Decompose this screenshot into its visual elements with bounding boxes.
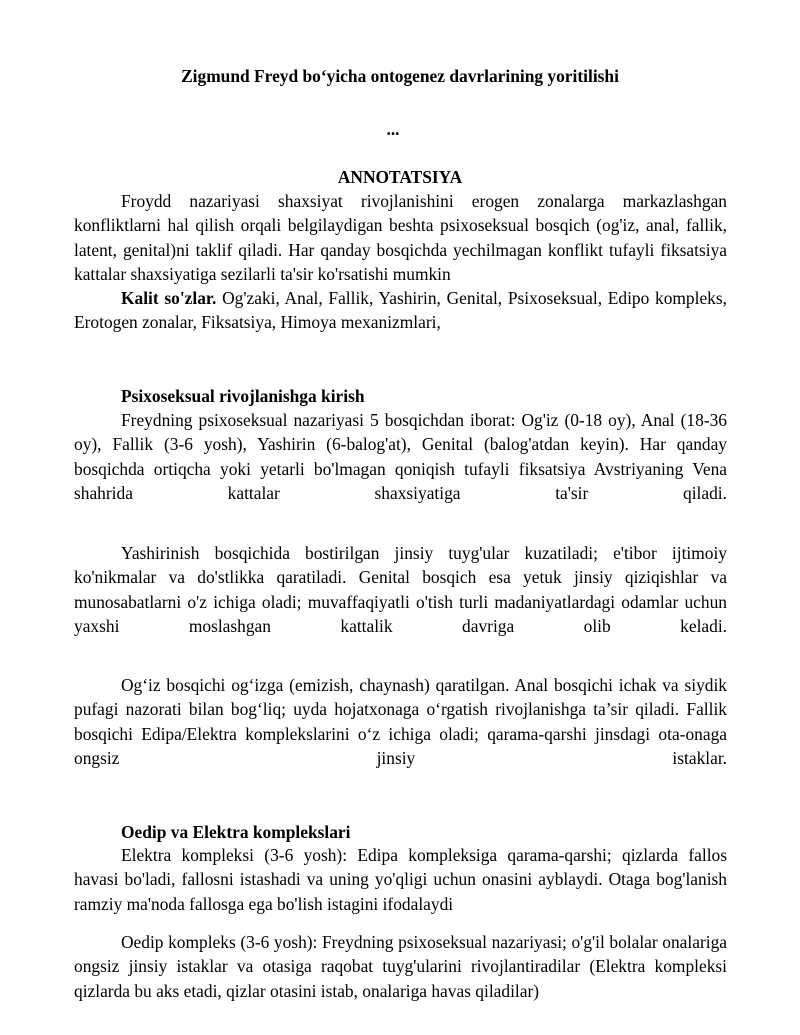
keywords-paragraph [74,286,727,335]
intro-paragraph-3: Og‘iz bosqichi og‘izga (emizish, chaynash) qaratilgan. Anal bosqichi ichak va siydik pufagi nazorati bilan bog‘liq; uyda hojatxonaga o‘rgatish rivojlanishga ta’sir qiladi. Fallik bosqichi Edipa/Elektra komplekslarini o‘z ichiga oladi; qarama-qarshi jinsdagi ota-onaga ongsiz jinsiy istaklar. [74,675,727,769]
annotation-paragraph: Froydd nazariyasi shaxsiyat rivojlanishini erogen zonalarga markazlashgan konfliktlarni hal qilish orqali belgilaydigan beshta psixoseksual bosqich (og'iz, anal, fallik, latent, genital)ni taklif qiladi. Har qanday bosqichda yechilmagan konflikt tufayli fiksatsiya kattalar shaxsiyatiga sezilarli ta'sir ko'rsatishi mumkin [74,191,727,285]
separator: ... [386,119,400,139]
section-heading-complexes: Oedip va Elektra komplekslari [121,822,351,842]
document-title: Zigmund Freyd bo‘yicha ontogenez davrlarining yoritilishi [181,66,619,86]
section-heading-intro: Psixoseksual rivojlanishga kirish [121,386,365,406]
intro-paragraph-1: Freydning psixoseksual nazariyasi 5 bosqichdan iborat: Og'iz (0-18 oy), Anal (18-36 oy), Fallik (3-6 yosh), Yashirin (6-balog'at), Genital (balog'atdan keyin). Har qanday bosqichda ortiqcha yoki yetarli bo'lmagan qoniqish tufayli fiksatsiya Avstriyaning Vena shahrida kattalar shaxsiyatiga ta'sir qiladi. [74,410,727,504]
keywords-text: Og'zaki, Anal, Fallik, Yashirin, Genital, Psixoseksual, Edipo kompleks, Erotogen zonalar, Fiksatsiya, Himoya mexanizmlari, [74,288,727,333]
intro-paragraph-2: Yashirinish bosqichida bostirilgan jinsiy tuyg'ular kuzatiladi; e'tibor ijtimoiy ko'nikmalar va do'stlikka qaratiladi. Genital bosqich esa yetuk jinsiy qiziqishlar va munosabatlarni o'z ichiga oladi; muvaffaqiyatli o'tish turli madaniyatlardagi odamlar uchun yaxshi moslashgan kattalik davriga olib keladi. [74,543,727,637]
complex-paragraph-2: Oedip kompleks (3-6 yosh): Freydning psixoseksual nazariyasi; o'g'il bolalar onalariga ongsiz jinsiy istaklar va otasiga raqobat tuyg'ularini rivojlantiradilar (Elektra kompleksi qizlarda bu aks etadi, qizlar otasini istab, onalariga havas qiladilar) [74,932,727,1001]
annotation-heading: ANNOTATSIYA [337,167,463,187]
keywords-label: Kalit so'zlar. [121,288,217,308]
complex-paragraph-1: Elektra kompleksi (3-6 yosh): Edipa kompleksiga qarama-qarshi; qizlarda fallos havasi bo'ladi, fallosni istashadi va uning yo'qligi uchun onasini ayblaydi. Otaga bog'lanish ramziy ma'noda fallosga ega bo'lish istagini ifodalaydi [74,845,727,914]
